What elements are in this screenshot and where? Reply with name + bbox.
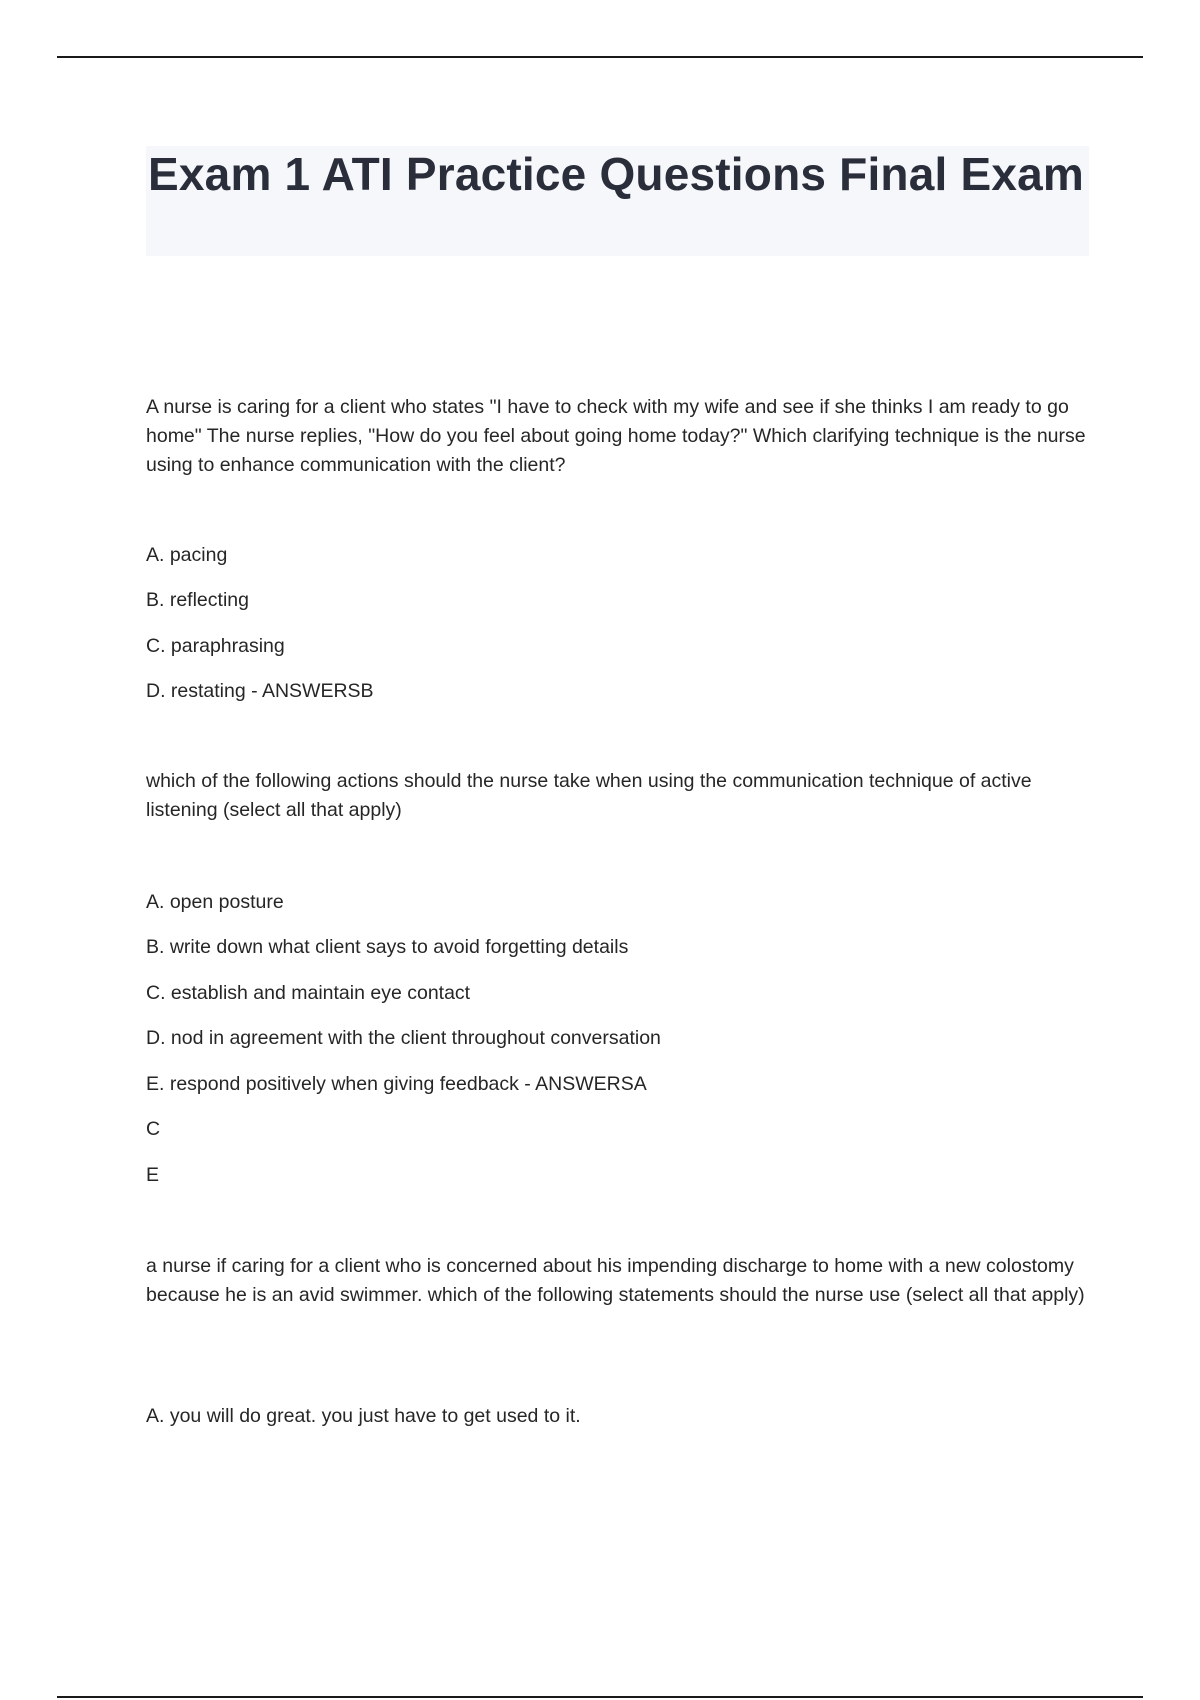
header-rule xyxy=(57,56,1143,58)
answer-option: A. pacing xyxy=(146,544,228,566)
answer-option: D. nod in agreement with the client throughout conversation xyxy=(146,1027,661,1049)
answer-option: C. establish and maintain eye contact xyxy=(146,982,471,1004)
answer-option: E xyxy=(146,1164,160,1186)
answer-option: D. restating - ANSWERSB xyxy=(146,680,374,702)
answer-option: A. you will do great. you just have to get used to it. xyxy=(146,1405,581,1427)
answer-option: C xyxy=(146,1118,161,1140)
answer-option: B. write down what client says to avoid forgetting details xyxy=(146,936,629,958)
question-stem: a nurse if caring for a client who is concerned about his impending discharge to home with a new colostomy because he is an avid swimmer. which of the following statements should the nurse use (select all that apply) xyxy=(146,1255,1085,1306)
answer-option: B. reflecting xyxy=(146,589,249,611)
answer-option: E. respond positively when giving feedback - ANSWERSA xyxy=(146,1073,647,1095)
question-stem: A nurse is caring for a client who states "I have to check with my wife and see if she thinks I am ready to go home" The nurse replies, "How do you feel about going home today?" Which clarifying technique is the nurse using to enhance communication with the client? xyxy=(146,396,1086,476)
title-banner xyxy=(146,146,1089,256)
page-title: Exam 1 ATI Practice Questions Final Exam xyxy=(148,148,1085,200)
question-stem: which of the following actions should the nurse take when using the communication technique of active listening (select all that apply) xyxy=(146,770,1032,821)
answer-option: C. paraphrasing xyxy=(146,635,285,657)
answer-option: A. open posture xyxy=(146,891,284,913)
footer-rule xyxy=(57,1696,1143,1698)
